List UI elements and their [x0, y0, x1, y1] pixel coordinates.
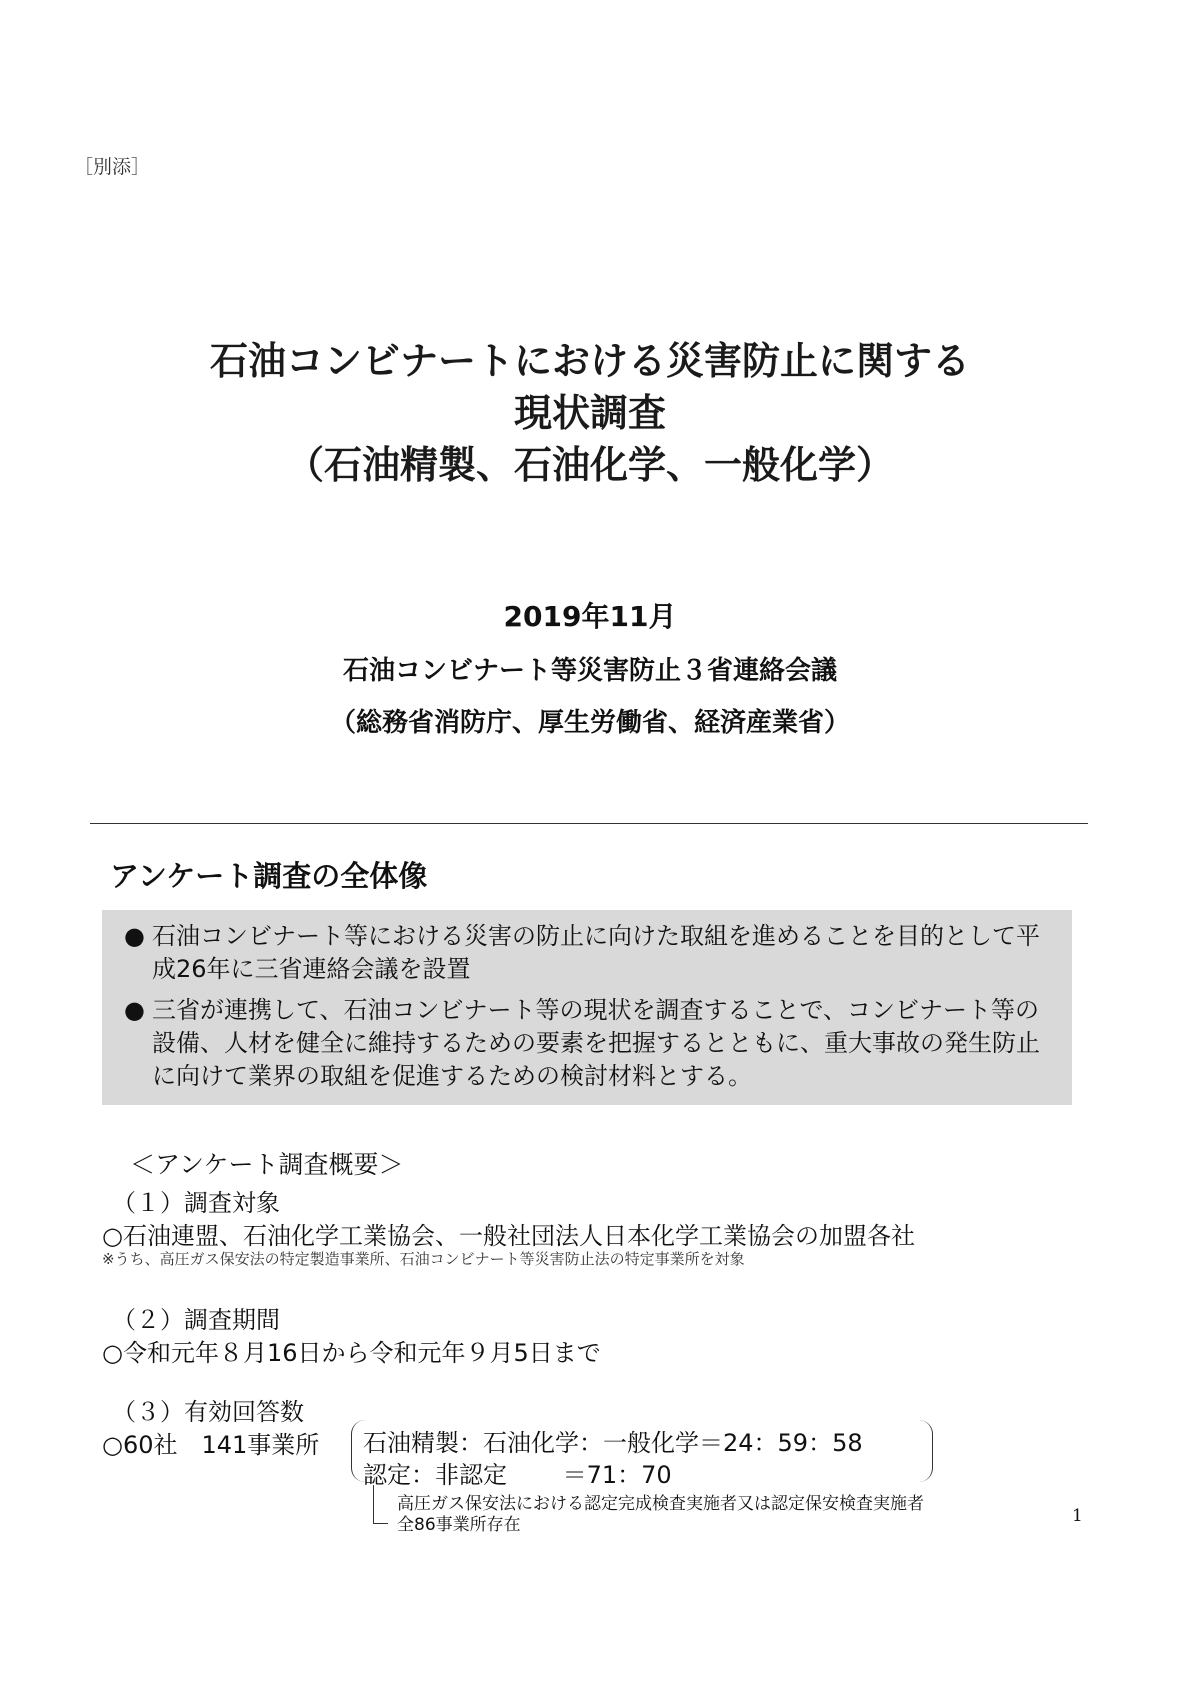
period-label: （２）調査期間 — [112, 1306, 280, 1334]
attachment-tag: ［別添］ — [74, 156, 151, 178]
target-label: （１）調査対象 — [112, 1189, 280, 1217]
section-divider — [90, 823, 1088, 824]
bullet-text: 三省が連携して、石油コンビナート等の現状を調査することで、コンビナート等の設備、人材を健全に維持するための要素を把握するとともに、重大事故の発生防止に向けて業界の取組を促進するための検討材料とする。 — [152, 996, 1040, 1090]
summary-heading: ＜アンケート調査概要＞ — [130, 1150, 404, 1179]
certification-ratio: 認定：非認定 ＝71：70 — [363, 1461, 672, 1489]
report-date: 2019年11月 — [503, 600, 677, 633]
certification-note-line-1: 高圧ガス保安法における認定完成検査実施者又は認定保安検査実施者 — [397, 1494, 924, 1514]
certification-note-line-2: 全86事業所存在 — [397, 1515, 521, 1535]
overview-heading: アンケート調査の全体像 — [110, 859, 428, 893]
overview-bullet — [124, 994, 1052, 1093]
period-body: ○令和元年８月16日から令和元年９月5日まで — [102, 1339, 601, 1367]
ministries-list: （総務省消防庁、厚生労働省、経済産業省） — [329, 708, 850, 738]
responses-label: （３）有効回答数 — [112, 1398, 304, 1426]
page-number: 1 — [1072, 1506, 1083, 1526]
target-note: ※うち、高圧ガス保安法の特定製造事業所、石油コンビナート等災害防止法の特定事業所を対象 — [102, 1250, 745, 1268]
organization-name: 石油コンビナート等災害防止３省連絡会議 — [342, 656, 837, 686]
title-line-1: 石油コンビナートにおける災害防止に関する — [209, 339, 970, 383]
title-line-2: 現状調査 — [513, 391, 666, 435]
bullet-dot-icon: ● — [124, 996, 145, 1024]
note-connector — [373, 1485, 388, 1524]
sector-ratio: 石油精製：石油化学：一般化学＝24：59：58 — [363, 1429, 863, 1457]
target-body: ○石油連盟、石油化学工業協会、一般社団法人日本化学工業協会の加盟各社 — [102, 1222, 915, 1250]
title-line-3: （石油精製、石油化学、一般化学） — [285, 443, 894, 487]
overview-box — [102, 910, 1072, 1105]
bullet-text: 石油コンビナート等における災害の防止に向けた取組を進めることを目的として平成26年に三省連絡会議を設置 — [152, 922, 1040, 983]
responses-body: ○60社 141事業所 — [102, 1431, 320, 1459]
overview-bullet — [124, 920, 1052, 986]
bullet-dot-icon: ● — [124, 922, 145, 950]
